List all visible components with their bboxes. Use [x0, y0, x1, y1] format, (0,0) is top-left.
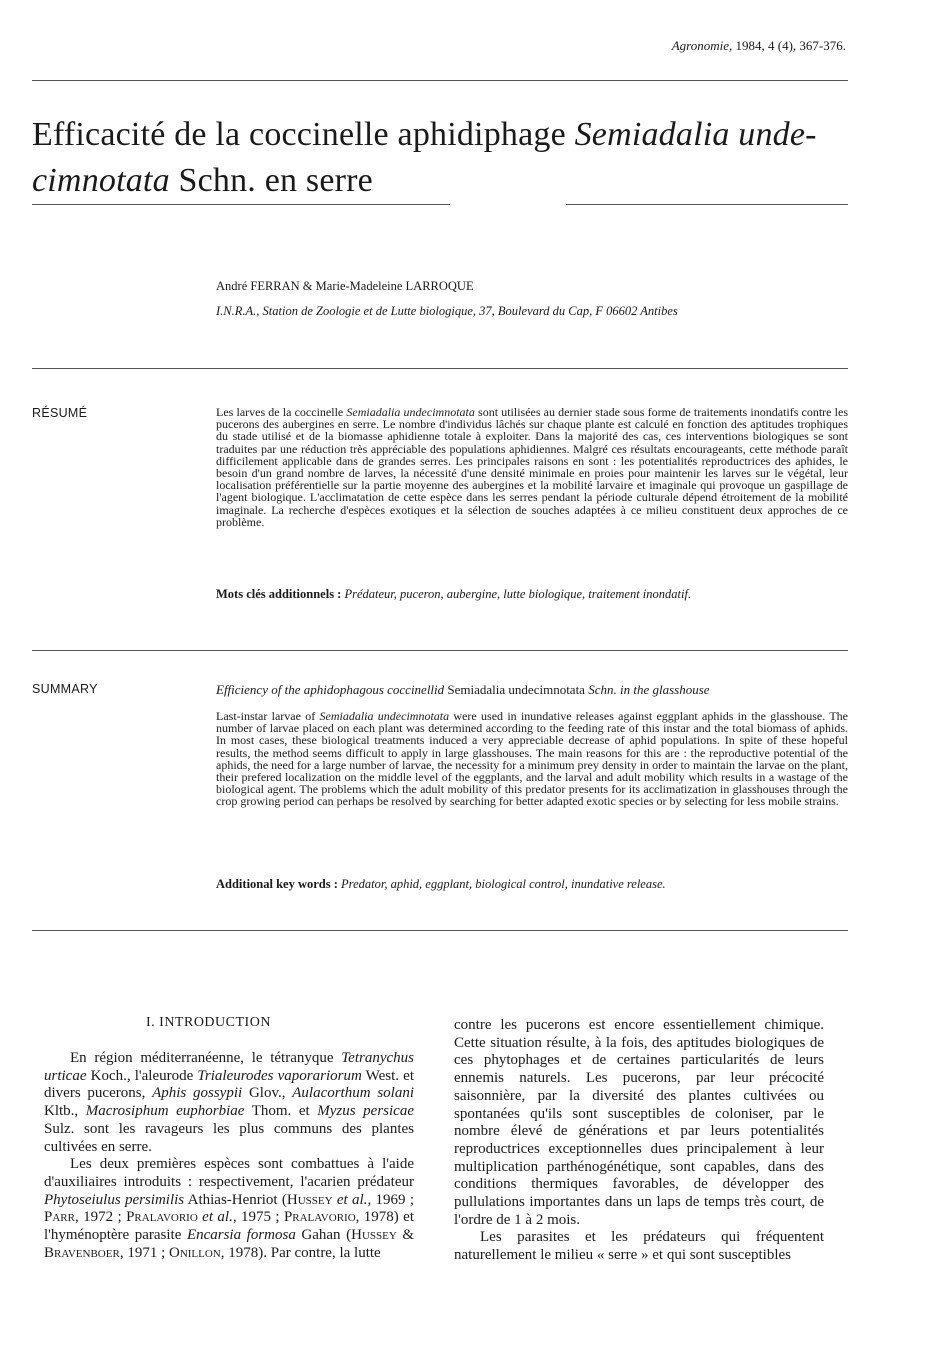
- summary-keywords-list: Predator, aphid, eggplant, biological control, inundative release.: [341, 877, 666, 891]
- resume-text: Les larves de la coccinelle Semiadalia undecimnotata sont utilisées au dernier stade sous forme de traitements inondatifs contre les pucerons des aubergines en serre. Le nombre d'individus lâchés sur chaque plante est calculé en fonction des aptitudes trophiques du stade utilisé et de la biomasse aphidienne totale à exploiter. Dans la majorité des cas, ces interventions biologiques se sont traduites par une réduction très appréciable des populations aphidiennes. Malgré ces résultats encourageants, cette méthode paraît difficilement applicable dans de grandes serres. Les principales raisons en sont : les potentialités reproductrices des aphides, le besoin d'un grand nombre de larves, la nécessité d'une densité minimale en proies pour maintenir les larves sur le végétal, leur localisation préférentielle sur la partie moyenne des aubergines et la mobilité larvaire et imaginale qui provoque un gaspillage de l'agent biologique. L'acclimatation de cette espèce dans les serres pendant la période culturale dépend étroitement de la mobilité imaginale. La recherche d'espèces exotiques et la sélection de souches adaptées à ce milieu constituent deux approches de ce problème.: [216, 405, 848, 529]
- affiliation: I.N.R.A., Station de Zoologie et de Lutte biologique, 37, Boulevard du Cap, F 06602 Antibes: [216, 304, 678, 318]
- intro-paragraph-2: Les deux premières espèces sont combattues à l'aide d'auxiliaires introduits : respectivement, l'acarien prédateur Phytoseiulus persimilis Athias-Henriot (Hussey et al., 1969 ; Parr, 1972 ; Pralavorio et al., 1975 ; Pralavorio, 1978) et l'hyménoptère parasite Encarsia formosa Gahan (Hussey & Bravenboer, 1971 ; Onillon, 1978). Par contre, la lutte: [44, 1156, 415, 1261]
- paper-title: [32, 112, 862, 204]
- title-species: Semiadalia unde-: [574, 116, 817, 153]
- summary-title: Efficiency of the aphidophagous coccinellid Semiadalia undecimnotata Schn. in the glasshouse: [216, 682, 710, 697]
- intro-paragraph-3: contre les pucerons est encore essentiellement chimique. Cette situation résulte, à la fois, des aptitudes biologiques de ces phytophages et de certaines particularités de leurs ennemis naturels. Les pucerons, par leur précocité saisonnière, par la diversité des plantes cultivées ou spontanées qu'ils sont susceptibles de coloniser, par le nombre élevé de générations et par leurs potentialités reproductrices exceptionnelles dues principalement à leur multiplication parthénogénétique, sont capables, dans des conditions thermiques favorables, de développer des pullulations importantes dans un laps de temps très court, de l'ordre de 1 à 2 mois.: [454, 1017, 824, 1228]
- journal-name: Agronomie,: [671, 38, 733, 53]
- intro-left-column: [44, 1050, 414, 1262]
- summary-text: Last-instar larvae of Semiadalia undecimnotata were used in inundative releases against eggplant aphids in the glasshouse. The number of larvae placed on each plant was determined according to the feeding rate of this instar and the total biomass of aphids. In most cases, these biological treatments induced a very appreciable decrease of aphid populations. In spite of these hopeful results, the method seems difficult to apply in large glasshouses. The main reasons for this are : the reproductive potential of the aphids, the need for a large number of larvae, the necessity for a minimum prey density in order to maintain the larvae on the plant, their prefered localization on the middle level of the eggplants, and the larval and adult mobility which results in a wastage of the biological agent. The problems which the adult mobility of this predator presents for its acclimatization in glasshouses through the crop growing period can perhaps be resolved by searching for better adapted exotic species or by selecting for less mobile strains.: [216, 709, 848, 809]
- title-rule-left: [32, 204, 450, 205]
- intro-right-column: [454, 1017, 824, 1265]
- resume-species: Semiadalia undecimnotata: [346, 405, 475, 419]
- title-text-1: Efficacité de la coccinelle aphidiphage: [32, 116, 575, 153]
- title-species-2: cimnotata: [32, 162, 170, 199]
- summary-label: SUMMARY: [32, 682, 98, 696]
- journal-citation: [672, 38, 846, 54]
- summary-title-species: Semiadalia undecimnotata: [444, 682, 589, 697]
- intro-paragraph-4: Les parasites et les prédateurs qui fréquentent naturellement le milieu « serre » et qui sont susceptibles: [454, 1229, 824, 1264]
- summary-keywords-label: Additional key words :: [216, 877, 338, 891]
- summary-species: Semiadalia undecimnotata: [319, 709, 450, 723]
- authors: André FERRAN & Marie-Madeleine LARROQUE: [216, 279, 474, 293]
- header-rule: [32, 80, 848, 81]
- resume-keywords: [216, 587, 848, 602]
- citation-details: 1984, 4 (4), 367-376.: [735, 38, 846, 53]
- summary-keywords: [216, 877, 848, 892]
- intro-paragraph-1: En région méditerranéenne, le tétranyque Tetranychus urticae Koch., l'aleurode Trialeurodes vaporariorum West. et divers pucerons, Aphis gossypii Glov., Aulacorthum solani Kltb., Macrosiphum euphorbiae Thom. et Myzus persicae Sulz. sont les ravageurs les plus communs des plantes cultivées en serre.: [44, 1050, 414, 1155]
- introduction-heading: I. INTRODUCTION: [146, 1015, 271, 1030]
- resume-keywords-list: Prédateur, puceron, aubergine, lutte biologique, traitement inondatif.: [344, 587, 692, 601]
- summary-rule: [32, 930, 848, 931]
- title-rule-right: [566, 204, 848, 205]
- authors-rule: [32, 368, 848, 369]
- resume-rule: [32, 650, 848, 651]
- title-text-2: Schn. en serre: [169, 162, 373, 199]
- resume-keywords-label: Mots clés additionnels :: [216, 587, 342, 601]
- resume-label: RÉSUMÉ: [32, 406, 88, 420]
